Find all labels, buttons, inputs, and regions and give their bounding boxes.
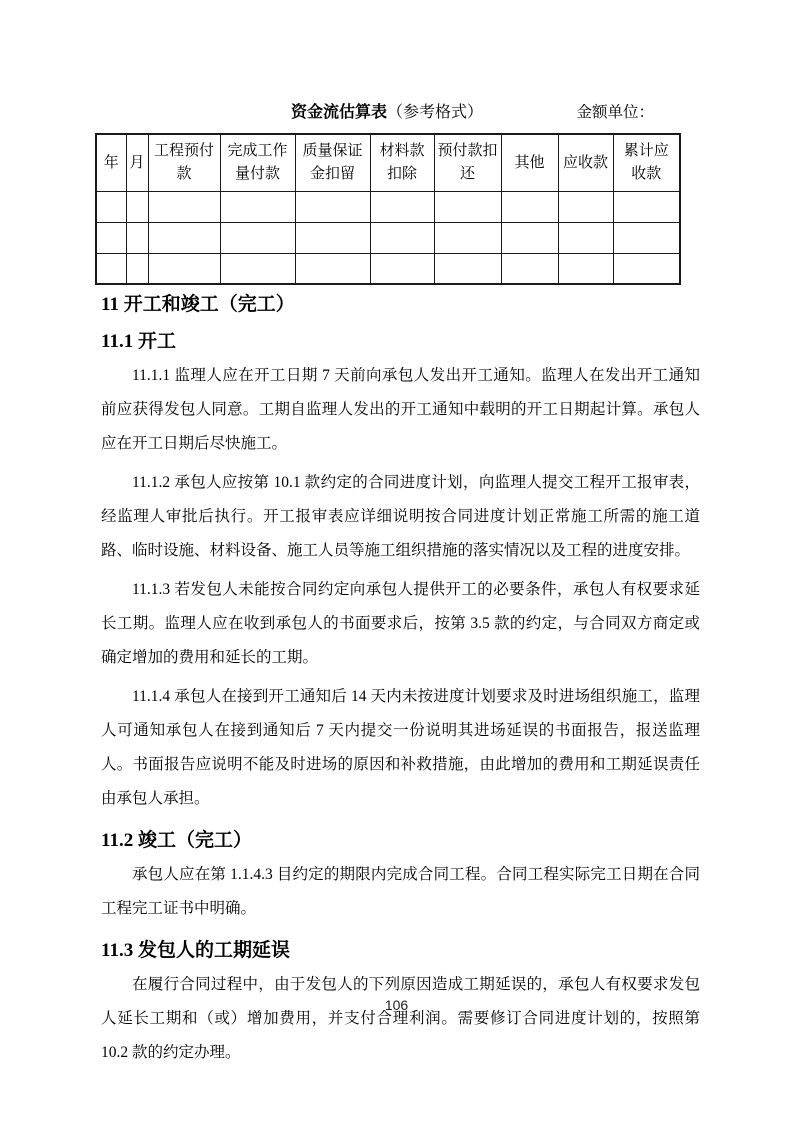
table-cell bbox=[148, 222, 220, 253]
table-header-cell: 年 bbox=[96, 134, 126, 191]
table-cell bbox=[501, 222, 558, 253]
table-cell bbox=[501, 253, 558, 284]
table-cell bbox=[96, 253, 126, 284]
table-cell bbox=[96, 222, 126, 253]
table-cell bbox=[370, 253, 434, 284]
table-header-cell: 应收款 bbox=[558, 134, 613, 191]
section-heading-11-2: 11.2 竣工（完工） bbox=[101, 830, 252, 851]
table-cell bbox=[434, 191, 501, 222]
table-cell bbox=[126, 253, 148, 284]
table-header-cell: 月 bbox=[126, 134, 148, 191]
table-header-cell: 工程预付款 bbox=[148, 134, 220, 191]
table-header-row bbox=[96, 134, 680, 191]
paragraph-11-3: 在履行合同过程中，由于发包人的下列原因造成工期延误的，承包人有权要求发包人延长工期和（或）增加费用，并支付合理利润。需要修订合同进度计划的，按照第 10.2 款的约定办理。 bbox=[101, 976, 700, 1061]
paragraph-11-1-3: 11.1.3 若发包人未能按合同约定向承包人提供开工的必要条件，承包人有权要求延长工期。监理人应在收到承包人的书面要求后，按第 3.5 款的约定，与合同双方商定或确定增加的费用和延长的工期。 bbox=[101, 581, 700, 666]
table-cell bbox=[370, 222, 434, 253]
table-header-cell: 预付款扣还 bbox=[434, 134, 501, 191]
table-row bbox=[96, 222, 680, 253]
table-header-cell: 其他 bbox=[501, 134, 558, 191]
table-cell bbox=[295, 191, 370, 222]
table-cell bbox=[148, 253, 220, 284]
paragraph-11-1-2: 11.1.2 承包人应按第 10.1 款约定的合同进度计划，向监理人提交工程开工报审表，经监理人审批后执行。开工报审表应详细说明按合同进度计划正常施工所需的施工道路、临时设施、材料设备、施工人员等施工组织措施的落实情况以及工程的进度安排。 bbox=[101, 474, 700, 559]
paragraph-11-1-4: 11.1.4 承包人在接到开工通知后 14 天内未按进度计划要求及时进场组织施工，监理人可通知承包人在接到通知后 7 天内提交一份说明其进场延误的书面报告，报送监理人。书面报告应说明不能及时进场的原因和补救措施，由此增加的费用和工期延误责任由承包人承担。 bbox=[101, 688, 700, 807]
table-header-cell: 完成工作量付款 bbox=[220, 134, 295, 191]
table-row bbox=[96, 253, 680, 284]
paragraph-11-2: 承包人应在第 1.1.4.3 目约定的期限内完成合同工程。合同工程实际完工日期在合同工程完工证书中明确。 bbox=[101, 866, 700, 917]
table-cell bbox=[434, 253, 501, 284]
table-title: 资金流估算表 bbox=[290, 104, 387, 121]
table-cell bbox=[126, 222, 148, 253]
table-cell bbox=[220, 253, 295, 284]
table-cell bbox=[96, 191, 126, 222]
table-header-cell: 累计应收款 bbox=[613, 134, 680, 191]
table-cell bbox=[613, 222, 680, 253]
table-cell bbox=[613, 191, 680, 222]
table-header-cell: 质量保证金扣留 bbox=[295, 134, 370, 191]
table-cell bbox=[295, 253, 370, 284]
table-caption bbox=[95, 103, 679, 123]
table-cell bbox=[370, 191, 434, 222]
table-row bbox=[96, 191, 680, 222]
table-cell bbox=[295, 222, 370, 253]
page-number: 106 bbox=[384, 997, 409, 1013]
table-cell bbox=[558, 191, 613, 222]
table-header-cell: 材料款扣除 bbox=[370, 134, 434, 191]
table-cell bbox=[126, 191, 148, 222]
table-subtitle: （参考格式） bbox=[387, 104, 484, 121]
table-cell bbox=[220, 222, 295, 253]
table-cell bbox=[613, 253, 680, 284]
section-heading-11-1: 11.1 开工 bbox=[101, 331, 176, 352]
cash-flow-estimate-table bbox=[95, 133, 681, 285]
table-cell bbox=[220, 191, 295, 222]
table-cell bbox=[434, 222, 501, 253]
section-heading-11-3: 11.3 发包人的工期延误 bbox=[101, 940, 290, 961]
table-cell bbox=[558, 222, 613, 253]
paragraph-11-1-1: 11.1.1 监理人应在开工日期 7 天前向承包人发出开工通知。监理人在发出开工通知前应获得发包人同意。工期自监理人发出的开工通知中载明的开工日期起计算。承包人应在开工日期后尽快施工。 bbox=[101, 367, 700, 452]
table-cell bbox=[501, 191, 558, 222]
amount-unit-label: 金额单位： bbox=[576, 104, 654, 121]
chapter-heading: 11 开工和竣工（完工） bbox=[101, 294, 295, 315]
table-cell bbox=[558, 253, 613, 284]
table-cell bbox=[148, 191, 220, 222]
